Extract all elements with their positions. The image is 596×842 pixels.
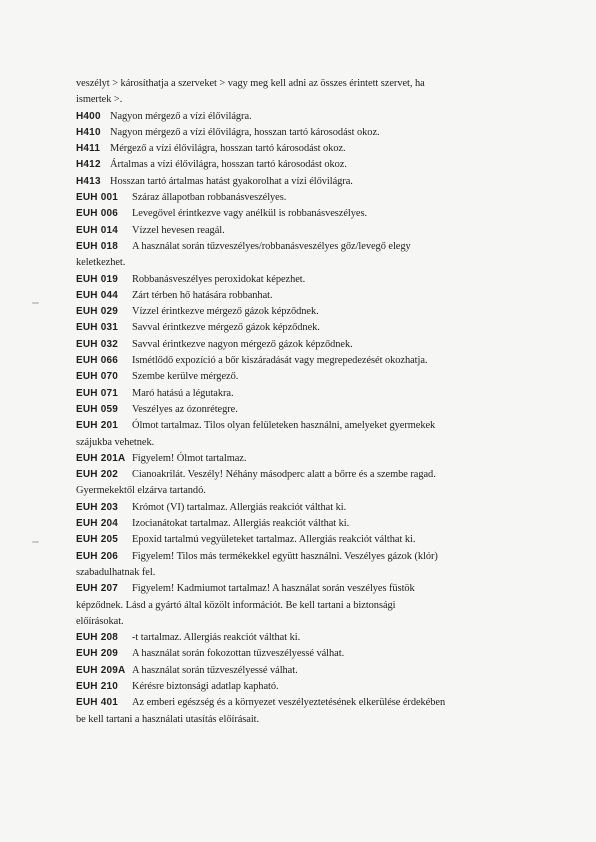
statement-text: Epoxid tartalmú vegyületeket tartalmaz. Allergiás reakciót válthat ki. (132, 534, 416, 546)
statement-first-line (76, 174, 538, 190)
statement-code: EUH 209 (76, 648, 118, 660)
statement-text: Veszélyes az ózonrétegre. (132, 403, 238, 415)
statement-entry (76, 320, 538, 336)
statement-code: EUH 206 (76, 550, 118, 562)
statement-code: EUH 207 (76, 583, 118, 595)
statement-entry (76, 304, 538, 320)
statement-text: Robbanásveszélyes peroxidokat képezhet. (132, 273, 306, 285)
statement-entry (76, 337, 538, 353)
statement-text: Nagyon mérgező a vízi élővilágra. (110, 110, 252, 122)
statement-text: Vízzel érintkezve mérgező gázok képződnek. (132, 306, 319, 318)
statement-text: -t tartalmaz. Allergiás reakciót válthat ki. (132, 632, 301, 644)
binder-hole-mark (32, 541, 39, 543)
statement-first-line (76, 288, 538, 304)
statement-code: EUH 006 (76, 208, 118, 220)
statement-text: Maró hatású a légutakra. (132, 387, 234, 399)
statement-entry (76, 402, 538, 418)
statement-entry (76, 369, 538, 385)
statement-first-line (76, 369, 538, 385)
statement-first-line (76, 109, 538, 125)
statement-first-line (76, 418, 538, 434)
statement-continuation-line (76, 565, 538, 581)
statement-code: EUH 071 (76, 387, 118, 399)
statement-first-line (76, 663, 538, 679)
statement-entry (76, 288, 538, 304)
statement-entry (76, 206, 538, 222)
statement-entry (76, 353, 538, 369)
statement-code: EUH 401 (76, 697, 118, 709)
statement-text: Száraz állapotban robbanásveszélyes. (132, 192, 287, 204)
statement-entry (76, 532, 538, 548)
statement-entry (76, 272, 538, 288)
statement-first-line (76, 516, 538, 532)
statement-code: EUH 044 (76, 289, 118, 301)
statement-code: H400 (76, 110, 101, 122)
statement-code: EUH 031 (76, 322, 118, 334)
statement-code: EUH 203 (76, 501, 118, 513)
statement-entry (76, 157, 538, 173)
statement-code: EUH 059 (76, 403, 118, 415)
statement-first-line (76, 500, 538, 516)
statement-text: Szembe kerülve mérgező. (132, 371, 239, 383)
statement-entry (76, 695, 538, 728)
statement-text: Zárt térben hő hatására robbanhat. (132, 289, 273, 301)
statement-first-line (76, 141, 538, 157)
statement-code: EUH 202 (76, 469, 118, 481)
hazard-statements-list (76, 76, 538, 728)
statement-entry (76, 239, 538, 272)
statement-entry (76, 174, 538, 190)
statement-code: EUH 066 (76, 355, 118, 367)
statement-entry (76, 663, 538, 679)
statement-text: Cianoakrilát. Veszély! Néhány másodperc alatt a bőrre és a szembe ragad. (132, 469, 436, 481)
statement-continuation-line (76, 614, 538, 630)
statement-continuation-line (76, 435, 538, 451)
binder-hole-mark (32, 302, 39, 304)
statement-first-line (76, 320, 538, 336)
statement-first-line (76, 532, 538, 548)
statement-entry (76, 630, 538, 646)
statement-code: EUH 001 (76, 192, 118, 204)
statement-text: Figyelem! Ólmot tartalmaz. (132, 452, 247, 464)
statement-first-line (76, 549, 538, 565)
statement-continuation-line (76, 712, 538, 728)
statement-text: A használat során tűzveszélyessé válhat. (132, 664, 298, 676)
statement-continuation-line (76, 598, 538, 614)
statement-text: Izocianátokat tartalmaz. Allergiás reakciót válthat ki. (132, 518, 350, 530)
statement-entry (76, 190, 538, 206)
statement-code: EUH 204 (76, 518, 118, 530)
statement-text: Krómot (VI) tartalmaz. Allergiás reakciót válthat ki. (132, 501, 347, 513)
statement-text: A használat során fokozottan tűzveszélyessé válhat. (132, 648, 345, 660)
statement-first-line (76, 679, 538, 695)
statement-entry (76, 386, 538, 402)
statement-text: Nagyon mérgező a vízi élővilágra, hosszan tartó károsodást okoz. (110, 126, 380, 138)
statement-code: EUH 208 (76, 632, 118, 644)
statement-entry (76, 516, 538, 532)
statement-text: Ólmot tartalmaz. Tilos olyan felületeken használni, amelyeket gyermekek (132, 420, 436, 432)
statement-entry (76, 418, 538, 451)
statement-text: Hosszan tartó ártalmas hatást gyakorolhat a vízi élővilágra. (110, 175, 353, 187)
statement-continuation-line (76, 483, 538, 499)
statement-text: szájukba vehetnek. (76, 436, 155, 448)
statement-first-line (76, 239, 538, 255)
statement-first-line (76, 581, 538, 597)
statement-first-line (76, 646, 538, 662)
statement-entry (76, 141, 538, 157)
statement-first-line (76, 695, 538, 711)
statement-code: EUH 209A (76, 664, 126, 676)
statement-continuation-line (76, 255, 538, 271)
statement-code: H411 (76, 143, 101, 155)
statement-text: előírásokat. (76, 615, 124, 627)
statement-first-line (76, 223, 538, 239)
statement-entry (76, 467, 538, 500)
statement-code: EUH 201 (76, 420, 118, 432)
statement-code: H413 (76, 175, 101, 187)
statement-entry (76, 581, 538, 630)
statement-entry (76, 549, 538, 582)
statement-text: Kérésre biztonsági adatlap kapható. (132, 680, 279, 692)
statement-text: Savval érintkezve nagyon mérgező gázok képződnek. (132, 338, 353, 350)
statement-text: szabadulhatnak fel. (76, 566, 156, 578)
statement-code: EUH 205 (76, 534, 118, 546)
statement-code: H412 (76, 159, 101, 171)
statement-text: Gyermekektől elzárva tartandó. (76, 485, 206, 497)
statement-code: EUH 201A (76, 452, 126, 464)
intro-line: ismertek >. (76, 94, 123, 106)
statement-code: H410 (76, 126, 101, 138)
statement-first-line (76, 206, 538, 222)
statement-first-line (76, 272, 538, 288)
statement-entry (76, 109, 538, 125)
statement-first-line (76, 353, 538, 369)
statement-code: EUH 032 (76, 338, 118, 350)
statement-first-line (76, 630, 538, 646)
statement-entry (76, 451, 538, 467)
statement-first-line (76, 125, 538, 141)
statement-first-line (76, 451, 538, 467)
statement-first-line (76, 190, 538, 206)
statement-text: Figyelem! Tilos más termékekkel együtt használni. Veszélyes gázok (klór) (132, 550, 438, 562)
statement-code: EUH 018 (76, 240, 118, 252)
statement-entry (76, 223, 538, 239)
statement-first-line (76, 467, 538, 483)
statement-entry (76, 125, 538, 141)
statement-text: Vízzel hevesen reagál. (132, 224, 225, 236)
statement-text: A használat során tűzveszélyes/robbanásveszélyes gőz/levegő elegy (132, 240, 411, 252)
statement-first-line (76, 157, 538, 173)
statement-entry (76, 500, 538, 516)
statement-code: EUH 070 (76, 371, 118, 383)
statement-text: be kell tartani a használati utasítás előírásait. (76, 713, 260, 725)
statement-text: Ártalmas a vízi élővilágra, hosszan tartó károsodást okoz. (110, 159, 347, 171)
statement-text: Levegővel érintkezve vagy anélkül is robbanásveszélyes. (132, 208, 367, 220)
statement-first-line (76, 304, 538, 320)
statement-entry (76, 679, 538, 695)
statement-text: Az emberi egészség és a környezet veszélyeztetésének elkerülése érdekében (132, 697, 446, 709)
statement-text: keletkezhet. (76, 257, 126, 269)
statement-code: EUH 019 (76, 273, 118, 285)
statement-text: képződnek. Lásd a gyártó által közölt információt. Be kell tartani a biztonsági (76, 599, 396, 611)
statement-code: EUH 014 (76, 224, 118, 236)
statement-code: EUH 029 (76, 306, 118, 318)
statement-first-line (76, 386, 538, 402)
statement-text: Savval érintkezve mérgező gázok képződnek. (132, 322, 320, 334)
statement-text: Figyelem! Kadmiumot tartalmaz! A használat során veszélyes füstök (132, 583, 415, 595)
intro-line: veszélyt > károsíthatja a szerveket > vagy meg kell adni az összes érintett szervet, ha (76, 78, 425, 89)
statement-first-line (76, 337, 538, 353)
statement-text: Ismétlődő expozíció a bőr kiszáradását vagy megrepedezését okozhatja. (132, 355, 428, 367)
statement-first-line (76, 402, 538, 418)
statement-text: Mérgező a vízi élővilágra, hosszan tartó károsodást okoz. (110, 143, 346, 155)
statement-code: EUH 210 (76, 680, 118, 692)
statement-entry (76, 646, 538, 662)
